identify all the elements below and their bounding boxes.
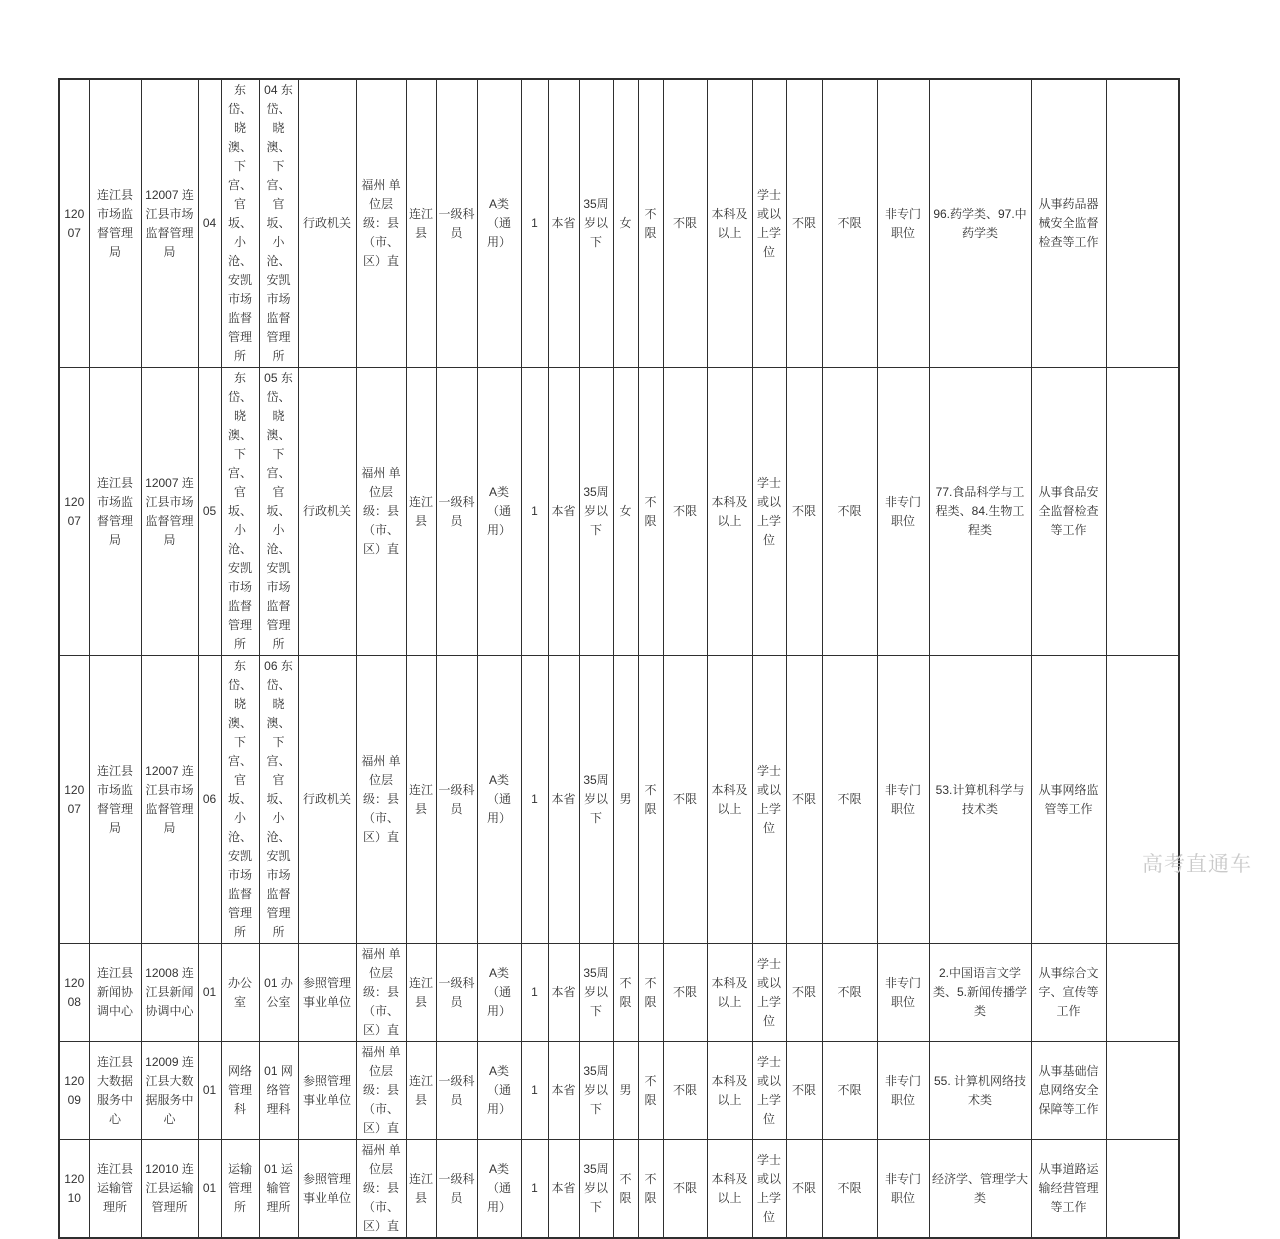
- table-cell: 本省: [548, 79, 579, 368]
- table-cell: [1106, 656, 1179, 944]
- table-cell: 不限: [638, 79, 663, 368]
- table-cell: 不限: [638, 1042, 663, 1140]
- table-cell: A类（通用）: [477, 79, 521, 368]
- table-cell: 本科及以上: [707, 79, 752, 368]
- table-cell: 福州 单位层级：县（市、区）直: [356, 1140, 406, 1239]
- table-cell: 不限: [613, 1140, 638, 1239]
- table-cell: 55. 计算机网络技术类: [929, 1042, 1031, 1140]
- table-cell: 福州 单位层级：县（市、区）直: [356, 1042, 406, 1140]
- table-cell: 1: [521, 1042, 548, 1140]
- table-cell: 不限: [663, 368, 707, 656]
- table-cell: 12010: [59, 1140, 89, 1239]
- table-cell: [1106, 79, 1179, 368]
- table-cell: 不限: [663, 1042, 707, 1140]
- table-cell: 男: [613, 1042, 638, 1140]
- table-cell: 77.食品科学与工程类、84.生物工程类: [929, 368, 1031, 656]
- table-cell: 不限: [822, 368, 877, 656]
- table-cell: 非专门职位: [877, 944, 929, 1042]
- table-cell: 网络管理科: [221, 1042, 259, 1140]
- table-cell: 连江县: [406, 1042, 436, 1140]
- table-cell: 从事综合文字、宣传等工作: [1031, 944, 1106, 1042]
- table-cell: A类（通用）: [477, 1042, 521, 1140]
- table-cell: A类（通用）: [477, 944, 521, 1042]
- table-cell: 35周岁以下: [579, 368, 613, 656]
- table-cell: 01 办公室: [259, 944, 298, 1042]
- table-cell: 12007 连江县市场监督管理局: [141, 79, 198, 368]
- table-cell: 不限: [638, 656, 663, 944]
- table-cell: A类（通用）: [477, 656, 521, 944]
- table-cell: 一级科员: [436, 79, 477, 368]
- table-cell: A类（通用）: [477, 1140, 521, 1239]
- table-cell: 本省: [548, 1140, 579, 1239]
- table-cell: 53.计算机科学与技术类: [929, 656, 1031, 944]
- table-cell: 学士或以上学位: [752, 79, 786, 368]
- table-cell: 35周岁以下: [579, 656, 613, 944]
- table-cell: 不限: [822, 944, 877, 1042]
- table-cell: 福州 单位层级：县（市、区）直: [356, 656, 406, 944]
- table-cell: 连江县大数据服务中心: [89, 1042, 141, 1140]
- table-cell: 从事网络监管等工作: [1031, 656, 1106, 944]
- table-cell: 96.药学类、97.中药学类: [929, 79, 1031, 368]
- table-row: [59, 1042, 1179, 1140]
- table-cell: 连江县市场监督管理局: [89, 368, 141, 656]
- table-cell: 不限: [663, 944, 707, 1042]
- table-cell: 不限: [613, 944, 638, 1042]
- table-cell: 不限: [822, 656, 877, 944]
- table-cell: 学士或以上学位: [752, 1042, 786, 1140]
- table-cell: 从事道路运输经营管理等工作: [1031, 1140, 1106, 1239]
- table-cell: 12007 连江县市场监督管理局: [141, 368, 198, 656]
- table-cell: 连江县: [406, 368, 436, 656]
- table-cell: 连江县市场监督管理局: [89, 79, 141, 368]
- table-cell: 参照管理事业单位: [298, 1042, 356, 1140]
- table-cell: 35周岁以下: [579, 1042, 613, 1140]
- table-cell: 04: [198, 79, 221, 368]
- table-cell: 05: [198, 368, 221, 656]
- table-cell: 行政机关: [298, 368, 356, 656]
- table-cell: 1: [521, 656, 548, 944]
- table-cell: 学士或以上学位: [752, 944, 786, 1042]
- table-cell: [1106, 368, 1179, 656]
- table-cell: 连江县: [406, 656, 436, 944]
- table-cell: 一级科员: [436, 1140, 477, 1239]
- table-cell: 06: [198, 656, 221, 944]
- table-cell: 1: [521, 944, 548, 1042]
- table-cell: 行政机关: [298, 656, 356, 944]
- table-cell: 本科及以上: [707, 1042, 752, 1140]
- table-cell: 不限: [822, 79, 877, 368]
- table-cell: 1: [521, 1140, 548, 1239]
- table-cell: 不限: [638, 1140, 663, 1239]
- table-cell: 05 东岱、晓澳、下宫、官坂、小沧、安凯市场监督管理所: [259, 368, 298, 656]
- table-cell: 办公室: [221, 944, 259, 1042]
- table-cell: 本省: [548, 656, 579, 944]
- table-cell: 一级科员: [436, 944, 477, 1042]
- table-cell: 学士或以上学位: [752, 656, 786, 944]
- table-cell: 东岱、晓澳、下宫、官坂、小沧、安凯市场监督管理所: [221, 79, 259, 368]
- table-cell: 从事基础信息网络安全保障等工作: [1031, 1042, 1106, 1140]
- table-cell: A类（通用）: [477, 368, 521, 656]
- table-cell: 学士或以上学位: [752, 1140, 786, 1239]
- table-cell: 福州 单位层级：县（市、区）直: [356, 944, 406, 1042]
- table-cell: 12007: [59, 656, 89, 944]
- table-cell: 连江县市场监督管理局: [89, 656, 141, 944]
- table-cell: 不限: [663, 1140, 707, 1239]
- table-cell: 不限: [638, 944, 663, 1042]
- table-cell: 连江县: [406, 79, 436, 368]
- table-cell: 不限: [663, 79, 707, 368]
- table-cell: 12007: [59, 368, 89, 656]
- table-cell: 不限: [822, 1042, 877, 1140]
- table-cell: 连江县: [406, 1140, 436, 1239]
- table-cell: [1106, 1042, 1179, 1140]
- job-positions-table: [58, 78, 1180, 1239]
- table-cell: 一级科员: [436, 1042, 477, 1140]
- table-cell: 不限: [786, 79, 822, 368]
- table-cell: 不限: [786, 656, 822, 944]
- table-cell: 东岱、晓澳、下宫、官坂、小沧、安凯市场监督管理所: [221, 656, 259, 944]
- table-cell: 非专门职位: [877, 1042, 929, 1140]
- table-cell: 12010 连江县运输管理所: [141, 1140, 198, 1239]
- table-cell: 01 网络管理科: [259, 1042, 298, 1140]
- table-cell: 04 东岱、晓澳、下宫、官坂、小沧、安凯市场监督管理所: [259, 79, 298, 368]
- table-cell: 女: [613, 79, 638, 368]
- table-cell: 本省: [548, 944, 579, 1042]
- table-cell: 行政机关: [298, 79, 356, 368]
- table-cell: 参照管理事业单位: [298, 1140, 356, 1239]
- table-cell: 学士或以上学位: [752, 368, 786, 656]
- table-cell: 非专门职位: [877, 79, 929, 368]
- table-cell: 一级科员: [436, 656, 477, 944]
- table-cell: 不限: [822, 1140, 877, 1239]
- table-cell: 参照管理事业单位: [298, 944, 356, 1042]
- table-cell: 女: [613, 368, 638, 656]
- table-row: [59, 1140, 1179, 1239]
- table-cell: 01 运输管理所: [259, 1140, 298, 1239]
- table-cell: 非专门职位: [877, 368, 929, 656]
- table-cell: 福州 单位层级：县（市、区）直: [356, 79, 406, 368]
- table-cell: 连江县: [406, 944, 436, 1042]
- table-cell: 12007: [59, 79, 89, 368]
- table-cell: 东岱、晓澳、下宫、官坂、小沧、安凯市场监督管理所: [221, 368, 259, 656]
- table-cell: 连江县新闻协调中心: [89, 944, 141, 1042]
- watermark: 高考直通车: [1142, 853, 1252, 876]
- table-cell: [1106, 1140, 1179, 1239]
- table-cell: 福州 单位层级：县（市、区）直: [356, 368, 406, 656]
- table-cell: 01: [198, 944, 221, 1042]
- table-cell: 本科及以上: [707, 656, 752, 944]
- table-cell: 运输管理所: [221, 1140, 259, 1239]
- table-cell: 35周岁以下: [579, 944, 613, 1042]
- table-cell: 不限: [786, 1042, 822, 1140]
- table-cell: 男: [613, 656, 638, 944]
- table-cell: 本科及以上: [707, 944, 752, 1042]
- table-cell: 35周岁以下: [579, 79, 613, 368]
- table-cell: 从事食品安全监督检查等工作: [1031, 368, 1106, 656]
- table-cell: [1106, 944, 1179, 1042]
- table-cell: 1: [521, 368, 548, 656]
- table-cell: 12008: [59, 944, 89, 1042]
- table-cell: 12009: [59, 1042, 89, 1140]
- table-cell: 非专门职位: [877, 1140, 929, 1239]
- table-cell: 从事药品器械安全监督检查等工作: [1031, 79, 1106, 368]
- table-cell: 连江县运输管理所: [89, 1140, 141, 1239]
- table-cell: 不限: [663, 656, 707, 944]
- table-cell: 本省: [548, 368, 579, 656]
- table-cell: 12009 连江县大数据服务中心: [141, 1042, 198, 1140]
- table-row: [59, 368, 1179, 656]
- table-body: [59, 79, 1179, 1238]
- table-cell: 不限: [786, 1140, 822, 1239]
- table-cell: 01: [198, 1140, 221, 1239]
- table-cell: 不限: [786, 368, 822, 656]
- table-cell: 35周岁以下: [579, 1140, 613, 1239]
- table-cell: 一级科员: [436, 368, 477, 656]
- table-cell: 12008 连江县新闻协调中心: [141, 944, 198, 1042]
- table-cell: 经济学、管理学大类: [929, 1140, 1031, 1239]
- table-cell: 06 东岱、晓澳、下宫、官坂、小沧、安凯市场监督管理所: [259, 656, 298, 944]
- table-cell: 1: [521, 79, 548, 368]
- table-cell: 01: [198, 1042, 221, 1140]
- table-cell: 本省: [548, 1042, 579, 1140]
- table-row: [59, 944, 1179, 1042]
- table-row: [59, 656, 1179, 944]
- table-cell: 12007 连江县市场监督管理局: [141, 656, 198, 944]
- table-row: [59, 79, 1179, 368]
- table-cell: 不限: [638, 368, 663, 656]
- table-cell: 非专门职位: [877, 656, 929, 944]
- table-cell: 本科及以上: [707, 368, 752, 656]
- table-cell: 2.中国语言文学类、5.新闻传播学类: [929, 944, 1031, 1042]
- table-cell: 不限: [786, 944, 822, 1042]
- table-cell: 本科及以上: [707, 1140, 752, 1239]
